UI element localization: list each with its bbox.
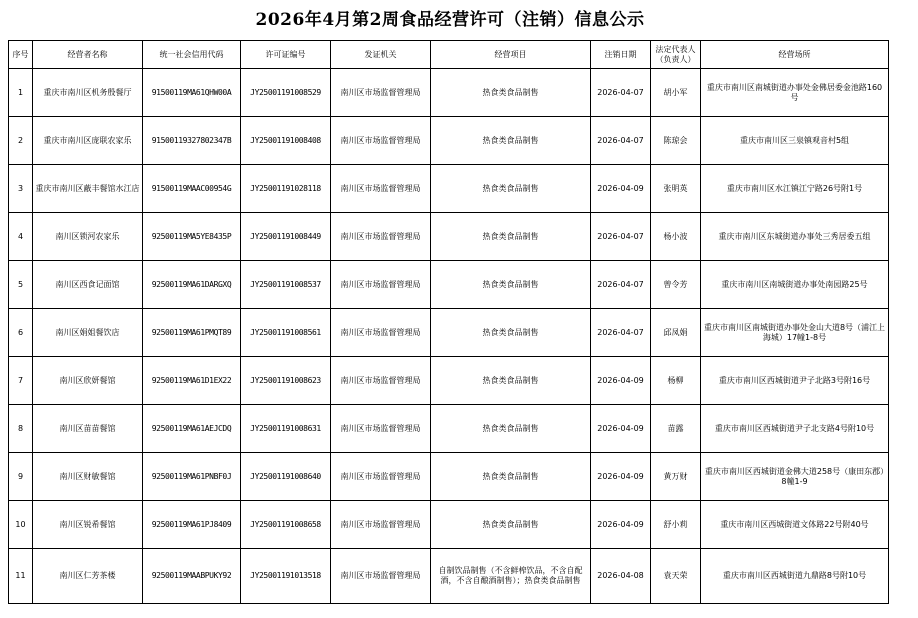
cell-license-no: JY25001191008658 [241, 501, 331, 549]
cell-address: 重庆市南川区三泉镇观音村5组 [701, 117, 889, 165]
cell-rep: 舒小莉 [651, 501, 701, 549]
cell-rep: 胡小军 [651, 69, 701, 117]
table-row [9, 357, 889, 405]
cell-authority: 南川区市场监督管理局 [331, 117, 431, 165]
cell-credit-code: 91500119MA61QHW00A [143, 69, 241, 117]
header-address: 经营场所 [701, 41, 889, 69]
table-row [9, 165, 889, 213]
cell-rep: 邱凤娟 [651, 309, 701, 357]
cell-address: 重庆市南川区南城街道办事处南园路25号 [701, 261, 889, 309]
cell-name: 南川区仁芳茶楼 [33, 549, 143, 604]
cell-address: 重庆市南川区西城街道文体路22号附40号 [701, 501, 889, 549]
table-row [9, 453, 889, 501]
header-name: 经营者名称 [33, 41, 143, 69]
cell-scope: 热食类食品制售 [431, 213, 591, 261]
cell-date: 2026-04-09 [591, 453, 651, 501]
cell-credit-code: 92500119MA61D1EX22 [143, 357, 241, 405]
cell-authority: 南川区市场监督管理局 [331, 357, 431, 405]
cell-authority: 南川区市场监督管理局 [331, 213, 431, 261]
cell-scope: 热食类食品制售 [431, 405, 591, 453]
cell-credit-code: 92500119MAABPUKY92 [143, 549, 241, 604]
cell-authority: 南川区市场监督管理局 [331, 405, 431, 453]
cell-scope: 热食类食品制售 [431, 501, 591, 549]
cell-date: 2026-04-07 [591, 69, 651, 117]
cell-license-no: JY25001191008561 [241, 309, 331, 357]
cell-rep: 曾令芳 [651, 261, 701, 309]
header-date: 注销日期 [591, 41, 651, 69]
cell-license-no: JY25001191008449 [241, 213, 331, 261]
cell-date: 2026-04-07 [591, 213, 651, 261]
cell-name: 重庆市南川区蔽丰餐馆水江店 [33, 165, 143, 213]
cell-rep: 苗露 [651, 405, 701, 453]
cell-license-no: JY25001191008537 [241, 261, 331, 309]
cell-license-no: JY25001191008640 [241, 453, 331, 501]
cell-date: 2026-04-09 [591, 165, 651, 213]
cell-name: 重庆市南川区机务殷餐厅 [33, 69, 143, 117]
cell-date: 2026-04-09 [591, 405, 651, 453]
header-authority: 发证机关 [331, 41, 431, 69]
cell-address: 重庆市南川区西城街道九鼎路8号附10号 [701, 549, 889, 604]
table-row [9, 549, 889, 604]
cell-credit-code: 92500119MA61PNBF0J [143, 453, 241, 501]
cell-no: 2 [9, 117, 33, 165]
cell-no: 4 [9, 213, 33, 261]
cell-date: 2026-04-07 [591, 117, 651, 165]
table-row [9, 501, 889, 549]
cell-scope: 热食类食品制售 [431, 357, 591, 405]
cell-scope: 热食类食品制售 [431, 165, 591, 213]
permit-cancellation-table [8, 40, 889, 604]
cell-date: 2026-04-07 [591, 261, 651, 309]
cell-date: 2026-04-09 [591, 501, 651, 549]
table-row [9, 309, 889, 357]
cell-no: 3 [9, 165, 33, 213]
cell-no: 5 [9, 261, 33, 309]
cell-no: 9 [9, 453, 33, 501]
cell-scope: 热食类食品制售 [431, 453, 591, 501]
cell-license-no: JY25001191008631 [241, 405, 331, 453]
cell-no: 7 [9, 357, 33, 405]
cell-address: 重庆市南川区西城街道尹子北支路4号附10号 [701, 405, 889, 453]
cell-name: 南川区财敏餐馆 [33, 453, 143, 501]
cell-date: 2026-04-08 [591, 549, 651, 604]
cell-authority: 南川区市场监督管理局 [331, 453, 431, 501]
document-title: 2026年4月第2周食品经营许可（注销）信息公示 [255, 10, 645, 30]
cell-credit-code: 92500119MA61PMQT89 [143, 309, 241, 357]
cell-scope: 热食类食品制售 [431, 261, 591, 309]
cell-rep: 黄万财 [651, 453, 701, 501]
cell-rep: 陈琼会 [651, 117, 701, 165]
cell-name: 南川区娟姐餐饮店 [33, 309, 143, 357]
cell-name: 南川区锁河农家乐 [33, 213, 143, 261]
table-row [9, 405, 889, 453]
cell-name: 重庆市南川区庞联农家乐 [33, 117, 143, 165]
cell-address: 重庆市南川区东城街道办事处三秀居委五组 [701, 213, 889, 261]
table-row [9, 213, 889, 261]
cell-license-no: JY25001191013518 [241, 549, 331, 604]
cell-authority: 南川区市场监督管理局 [331, 549, 431, 604]
table-row [9, 69, 889, 117]
cell-address: 重庆市南川区西城街道尹子北路3号附16号 [701, 357, 889, 405]
cell-date: 2026-04-09 [591, 357, 651, 405]
cell-credit-code: 91500119327802347B [143, 117, 241, 165]
cell-no: 6 [9, 309, 33, 357]
cell-license-no: JY25001191028118 [241, 165, 331, 213]
cell-name: 南川区欣妍餐馆 [33, 357, 143, 405]
cell-scope: 热食类食品制售 [431, 309, 591, 357]
cell-rep: 杨小波 [651, 213, 701, 261]
cell-address: 重庆市南川区南城街道办事处金佛居委金池路160号 [701, 69, 889, 117]
cell-rep: 杨柳 [651, 357, 701, 405]
cell-authority: 南川区市场监督管理局 [331, 501, 431, 549]
cell-scope: 热食类食品制售 [431, 69, 591, 117]
table-header-row [9, 41, 889, 69]
header-no: 序号 [9, 41, 33, 69]
cell-address: 重庆市南川区西城街道金佛大道258号（康田东郡）8幢1-9 [701, 453, 889, 501]
cell-address: 重庆市南川区水江镇江宁路26号附1号 [701, 165, 889, 213]
cell-license-no: JY25001191008529 [241, 69, 331, 117]
cell-authority: 南川区市场监督管理局 [331, 261, 431, 309]
cell-name: 南川区西食记面馆 [33, 261, 143, 309]
header-rep: 法定代表人（负责人） [651, 41, 701, 69]
cell-address: 重庆市南川区南城街道办事处金山大道8号（浦江上海城）17幢1-8号 [701, 309, 889, 357]
cell-no: 1 [9, 69, 33, 117]
table-row [9, 117, 889, 165]
cell-credit-code: 92500119MA61PJ8409 [143, 501, 241, 549]
cell-rep: 张明英 [651, 165, 701, 213]
cell-license-no: JY25001191008408 [241, 117, 331, 165]
cell-no: 11 [9, 549, 33, 604]
header-scope: 经营项目 [431, 41, 591, 69]
cell-no: 10 [9, 501, 33, 549]
cell-scope: 自制饮品制售（不含鲜榨饮品，不含自配酒，不含自酿酒制售）；热食类食品制售 [431, 549, 591, 604]
cell-date: 2026-04-07 [591, 309, 651, 357]
header-license-no: 许可证编号 [241, 41, 331, 69]
table-row [9, 261, 889, 309]
cell-credit-code: 92500119MA5YE8435P [143, 213, 241, 261]
cell-credit-code: 91500119MAAC00954G [143, 165, 241, 213]
cell-credit-code: 92500119MA61DARGXQ [143, 261, 241, 309]
cell-authority: 南川区市场监督管理局 [331, 309, 431, 357]
cell-name: 南川区苗苗餐馆 [33, 405, 143, 453]
cell-credit-code: 92500119MA61AEJCDQ [143, 405, 241, 453]
cell-license-no: JY25001191008623 [241, 357, 331, 405]
cell-rep: 袁天荣 [651, 549, 701, 604]
cell-authority: 南川区市场监督管理局 [331, 165, 431, 213]
cell-name: 南川区锐希餐馆 [33, 501, 143, 549]
cell-scope: 热食类食品制售 [431, 117, 591, 165]
cell-no: 8 [9, 405, 33, 453]
cell-authority: 南川区市场监督管理局 [331, 69, 431, 117]
header-credit-code: 统一社会信用代码 [143, 41, 241, 69]
